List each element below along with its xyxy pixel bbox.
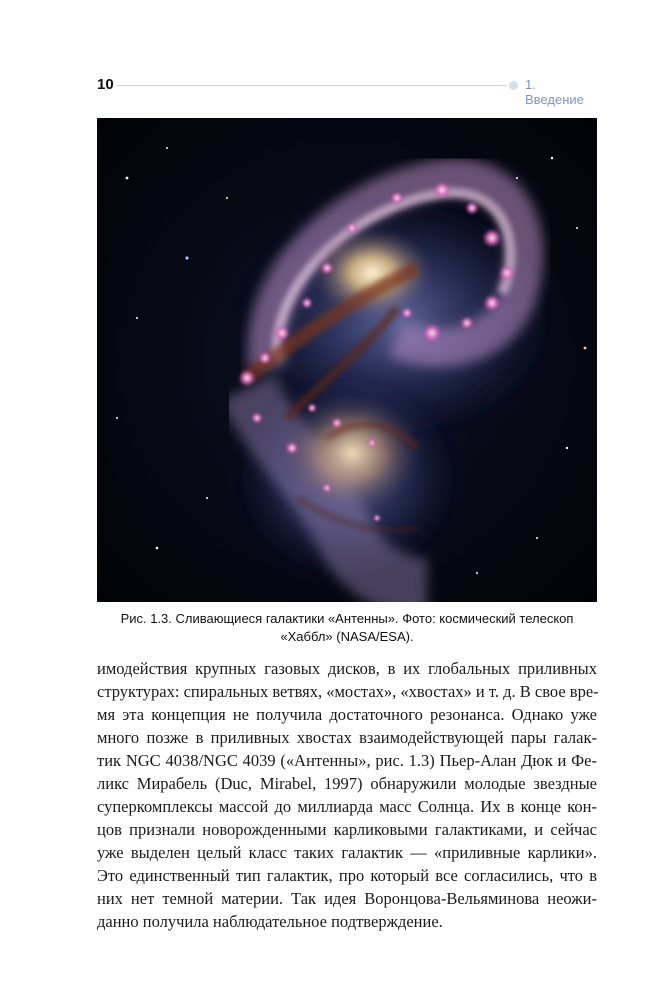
header-rule (117, 85, 507, 86)
text-line: имодействия крупных газовых дисков, в их глобальных приливных (97, 659, 597, 678)
header-dot (509, 81, 518, 90)
text-line: тик NGC 4038/NGC 4039 («Антенны», рис. 1.3) Пьер-Алан Дюк и Фе- (97, 751, 597, 770)
text-line: структурах: спиральных ветвях, «мостах», «хвостах» и т. д. В свое вре- (97, 682, 599, 701)
chapter-title: 1. Введение (525, 77, 584, 107)
body-paragraph (97, 657, 597, 933)
text-line: мя эта концепция не получила достаточного резонанса. Однако уже (97, 705, 597, 724)
galaxy-photo (97, 118, 597, 602)
caption-line: Рис. 1.3. Сливающиеся галактики «Антенны». Фото: космический телескоп (120, 611, 574, 626)
text-line: уже выделен целый класс таких галактик — «приливные карлики». (97, 843, 597, 862)
text-line: них нет темной материи. Так идея Воронцова-Вельяминова неожи- (97, 889, 597, 908)
text-line: Это единственный тип галактик, про который все согласились, что в (97, 866, 597, 885)
figure-caption (97, 610, 597, 646)
running-header (97, 76, 597, 107)
page-number: 10 (97, 76, 114, 93)
caption-line: «Хаббл» (NASA/ESA). (280, 629, 414, 644)
text-line: цов признали новорожденными карликовыми галактиками, и сейчас (97, 820, 597, 839)
text-line: суперкомплексы массой до миллиарда масс Солнца. Их в конце кон- (97, 797, 597, 816)
text-line: много позже в приливных хвостах взаимодействующей пары галак- (97, 728, 597, 747)
text-line: данно получила наблюдательное подтверждение. (97, 912, 443, 931)
text-line: ликс Мирабель (Duc, Mirabel, 1997) обнаружили молодые звездные (97, 774, 597, 793)
